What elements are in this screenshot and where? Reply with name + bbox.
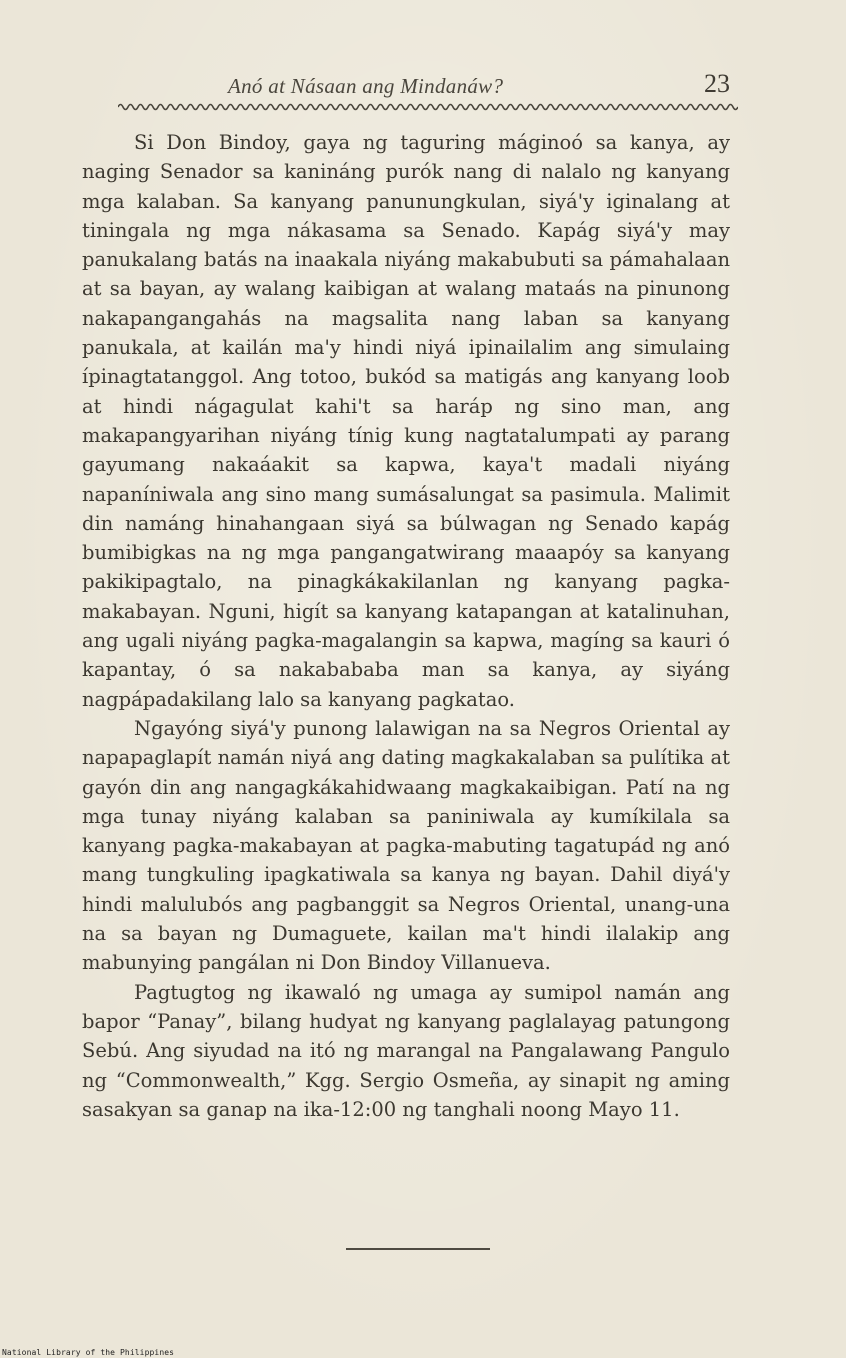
paragraph: Pagtugtog ng ikawaló ng umaga ay sumipol namán ang bapor “Panay”, bilang hudyat ng kanyang paglalayag patungong Sebú. Ang siyudad na itó ng marangal na Pangalawang Pangulo ng “Commonwealth,” Kgg. Sergio Osmeña, ay sinapit ng aming sasakyan sa ganap na ika-12:00 ng tanghali noong Mayo 11.: [82, 980, 730, 1121]
running-title: Anó at Násaan ang Mindanáw?: [228, 74, 504, 98]
wavy-rule-ornament: [118, 100, 738, 114]
library-credit: National Library of the Philippines: [2, 1348, 175, 1357]
page-number: 23: [704, 69, 730, 98]
paragraph: Ngayóng siyá'y punong lalawigan na sa Negros Oriental ay napapaglapít namán niyá ang dating magkakalaban sa pulítika at gayón din ang nangagkákahidwaang magkakaibigan. Patí na ng mga tunay niyáng kalaban sa paniniwala ay kumíkilala sa kanyang pagka-makabayan at pagka-mabuting tagatupád ng anó mang tungkuling ipagkatiwala sa kanya ng bayan. Dahil diyá'y hindi malulubós ang pagbanggit sa Negros Oriental, unang-una na sa bayan ng Dumaguete, kailan ma't hindi ilalakip ang mabunying pangálan ni Don Bindoy Villanueva.: [82, 716, 730, 975]
end-rule: [346, 1248, 490, 1250]
body-text: [82, 128, 730, 1124]
paragraph: Si Don Bindoy, gaya ng taguring máginoó sa kanya, ay naging Senador sa kanináng purók nang di nalalo ng kanyang mga kalaban. Sa kanyang panunungkulan, siyá'y iginalang at tiningala ng mga nákasama sa Senado. Kapág siyá'y may panukalang batás na inaakala niyáng makabubuti sa pámahalaan at sa bayan, ay walang kaibigan at walang mataás na pinunong nakapangangahás na magsalita nang laban sa kanyang panukala, at kailán ma'y hindi niyá ipinailalim ang simulaing ípinagtatanggol. Ang totoo, bukód sa matigás ang kanyang loob at hindi nágagulat kahi't sa haráp ng sino man, ang makapangyarihan niyáng tínig kung nagtatalumpati ay parang gayumang nakaáakit sa kapwa, kaya't madali niyáng napaníniwala ang sino mang sumásalungat sa pasimula. Malimit din namáng hinahangaan siyá sa búlwagan ng Senado kapág bumibigkas na ng mga pangangatwirang maaapóy sa kanyang pakikipagtalo, na pinagkákakilanlan ng kanyang pagka-makabayan. Nguni, higít sa kanyang katapangan at katalinuhan, ang ugali niyáng pagka-magalangin sa kapwa, magíng sa kauri ó kapantay, ó sa nakabababa man sa kanya, ay siyáng nagpápadakilang lalo sa kanyang pagkatao.: [82, 131, 730, 711]
